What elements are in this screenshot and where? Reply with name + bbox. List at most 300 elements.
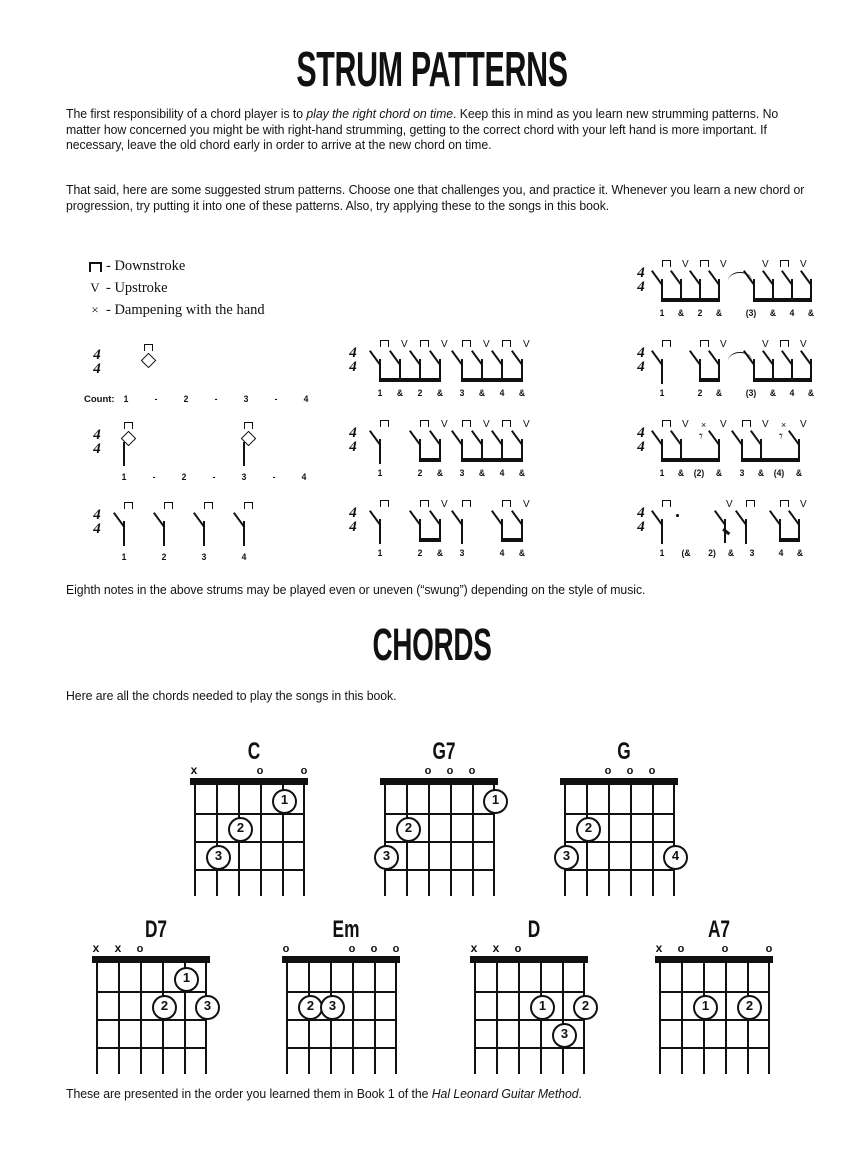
eighth-beam bbox=[379, 378, 441, 382]
footer-text-a: These are presented in the order you learned them in Book 1 of the bbox=[66, 1086, 432, 1101]
open-mark-string-5: o bbox=[677, 943, 685, 955]
upstroke-icon: V bbox=[726, 499, 733, 510]
eighth-note-note: Eighth notes in the above strums may be played even or uneven (“swung”) depending on the style of music. bbox=[66, 582, 646, 597]
note-stem bbox=[699, 279, 701, 300]
note-stem bbox=[243, 521, 245, 546]
note-stem bbox=[741, 439, 743, 460]
upstroke-icon: V bbox=[682, 259, 689, 270]
fretboard-grid bbox=[282, 956, 400, 1074]
note-stem bbox=[399, 359, 401, 380]
count-2: 2 bbox=[417, 548, 423, 559]
count-and-1: & bbox=[396, 388, 404, 399]
fret-1 bbox=[286, 991, 397, 993]
chord-name: A7 bbox=[707, 916, 731, 943]
eighth-beam bbox=[661, 458, 720, 462]
downstroke-icon bbox=[662, 340, 671, 347]
upstroke-icon: V bbox=[523, 499, 530, 510]
fret-2 bbox=[194, 841, 305, 843]
fret-1 bbox=[474, 991, 585, 993]
note-stem bbox=[461, 439, 463, 460]
finger-2: 2 bbox=[576, 817, 601, 842]
eighth-slash-note bbox=[461, 352, 474, 366]
note-stem bbox=[810, 279, 812, 300]
downstroke-icon bbox=[124, 422, 133, 429]
upstroke-icon: V bbox=[720, 339, 727, 350]
fret-1 bbox=[564, 813, 675, 815]
time-signature: 4 4 bbox=[349, 425, 357, 455]
count-and-2: & bbox=[436, 388, 444, 399]
intro-paragraph bbox=[66, 106, 810, 153]
notation bbox=[656, 498, 808, 548]
eighth-beam bbox=[501, 538, 523, 542]
note-stem bbox=[718, 359, 720, 380]
eighth-slash-note bbox=[724, 512, 737, 526]
count-4: 4 bbox=[241, 552, 247, 563]
upstroke-icon: V bbox=[441, 419, 448, 430]
count-and-4: & bbox=[518, 548, 526, 559]
notation bbox=[112, 340, 312, 388]
chord-name: Em bbox=[332, 916, 360, 943]
upstroke-icon: V bbox=[90, 280, 100, 295]
count-1: 1 bbox=[659, 468, 665, 479]
chord-name: C bbox=[247, 738, 261, 765]
nut bbox=[380, 778, 498, 785]
chord-diagram-A7 bbox=[655, 918, 783, 1078]
downstroke-icon bbox=[420, 340, 429, 347]
strum-pattern-1 bbox=[84, 340, 316, 405]
finger-1: 1 bbox=[483, 789, 508, 814]
time-signature: 4 4 bbox=[637, 265, 645, 295]
mute-mark-string-6: x bbox=[92, 941, 100, 955]
chords-heading: CHORDS bbox=[372, 619, 492, 670]
notation bbox=[112, 420, 312, 468]
count-4: 4 bbox=[778, 548, 784, 559]
augmentation-dot bbox=[676, 514, 679, 517]
count-4-damped: (4) bbox=[773, 468, 785, 479]
count-and-4: & bbox=[807, 388, 815, 399]
upstroke-icon: V bbox=[800, 259, 807, 270]
intro-text-a: The first responsibility of a chord player is to bbox=[66, 106, 307, 121]
nut bbox=[92, 956, 210, 963]
mute-mark-string-6: x bbox=[655, 941, 663, 955]
notation bbox=[656, 338, 808, 388]
open-mark-string-3: o bbox=[721, 943, 729, 955]
note-stem bbox=[760, 439, 762, 460]
count-and-2: & bbox=[715, 468, 723, 479]
downstroke-icon bbox=[380, 500, 389, 507]
count-4: 4 bbox=[301, 472, 307, 483]
note-stem bbox=[661, 279, 663, 300]
chord-diagram-C bbox=[190, 740, 318, 900]
downstroke-icon bbox=[204, 502, 213, 509]
upstroke-icon: V bbox=[523, 339, 530, 350]
chords-intro-paragraph: Here are all the chords needed to play the songs in this book. bbox=[66, 688, 397, 703]
downstroke-icon bbox=[420, 500, 429, 507]
downstroke-icon bbox=[780, 260, 789, 267]
footer-text-b: . bbox=[578, 1086, 582, 1101]
eighth-slash-note bbox=[399, 352, 412, 366]
intro-text-b: . Keep this in mind as you learn new strumming patterns. No matter how concerned you might be with right-hand strumming, getting to the correct chord with your left hand is more important. If necessary, leave the old chord early in order to arrive at the new chord on time. bbox=[66, 106, 779, 153]
note-stem bbox=[163, 521, 165, 546]
notation bbox=[656, 418, 808, 468]
finger-2: 2 bbox=[228, 817, 253, 842]
count-2: 2 bbox=[183, 394, 189, 405]
eighth-beam bbox=[741, 458, 800, 462]
note-stem bbox=[661, 439, 663, 460]
count-4: 4 bbox=[499, 388, 505, 399]
fretboard-grid bbox=[560, 778, 678, 896]
finger-3: 3 bbox=[374, 845, 399, 870]
note-stem bbox=[772, 359, 774, 380]
finger-3: 3 bbox=[554, 845, 579, 870]
finger-3: 3 bbox=[320, 995, 345, 1020]
mute-mark-string-5: x bbox=[114, 941, 122, 955]
count-and-1: & bbox=[677, 468, 685, 479]
time-signature: 4 4 bbox=[93, 347, 101, 377]
downstroke-icon bbox=[700, 260, 709, 267]
eighth-slash-note bbox=[798, 432, 811, 446]
fret-2 bbox=[286, 1019, 397, 1021]
notation bbox=[368, 418, 536, 468]
open-mute-marks bbox=[92, 940, 220, 954]
strum-pattern-8 bbox=[630, 338, 815, 400]
upstroke-icon: V bbox=[762, 259, 769, 270]
count-2: 2 bbox=[697, 308, 703, 319]
chord-diagram-D7 bbox=[92, 918, 220, 1078]
open-mark-string-6: o bbox=[282, 943, 290, 955]
count-and-4: & bbox=[518, 388, 526, 399]
finger-3: 3 bbox=[552, 1023, 577, 1048]
open-mark-string-4: o bbox=[136, 943, 144, 955]
note-stem bbox=[661, 359, 663, 384]
finger-3: 3 bbox=[195, 995, 220, 1020]
note-stem bbox=[419, 519, 421, 540]
note-stem bbox=[501, 439, 503, 460]
eighth-slash-note bbox=[419, 352, 432, 366]
chord-name: D bbox=[527, 916, 541, 943]
upstroke-icon: V bbox=[800, 499, 807, 510]
open-mark-string-3: o bbox=[446, 765, 454, 777]
count-3: 3 bbox=[241, 472, 247, 483]
quarter-slash-note bbox=[203, 514, 216, 528]
open-mark-string-2: o bbox=[468, 765, 476, 777]
note-stem bbox=[521, 519, 523, 540]
note-stem bbox=[439, 439, 441, 460]
upstroke-icon: V bbox=[762, 339, 769, 350]
note-stem bbox=[791, 279, 793, 300]
fret-3 bbox=[286, 1047, 397, 1049]
stroke-legend bbox=[84, 255, 265, 321]
downstroke-icon bbox=[662, 420, 671, 427]
count-3-tied: (3) bbox=[745, 388, 757, 399]
upstroke-icon: V bbox=[800, 339, 807, 350]
chord-name: G7 bbox=[432, 738, 456, 765]
finger-1: 1 bbox=[174, 967, 199, 992]
fret-1 bbox=[659, 991, 770, 993]
eighth-slash-note bbox=[481, 352, 494, 366]
downstroke-icon bbox=[502, 500, 511, 507]
legend-item-downstroke bbox=[84, 255, 265, 277]
eighth-slash-note bbox=[501, 352, 514, 366]
note-stem bbox=[379, 439, 381, 464]
eighth-beam bbox=[419, 538, 441, 542]
eighth-slash-note bbox=[461, 432, 474, 446]
count-and-2: & bbox=[727, 548, 735, 559]
eighth-beam bbox=[753, 378, 812, 382]
downstroke-icon bbox=[124, 502, 133, 509]
note-stem bbox=[718, 279, 720, 300]
upstroke-icon: V bbox=[401, 339, 408, 350]
open-mute-marks bbox=[380, 762, 508, 776]
strum-pattern-9 bbox=[630, 418, 807, 480]
note-stem bbox=[680, 279, 682, 300]
note-stem bbox=[791, 359, 793, 380]
count-dash-2: - bbox=[214, 394, 218, 405]
mute-mark-string-6: x bbox=[470, 941, 478, 955]
count-and-2: & bbox=[715, 388, 723, 399]
count-and-2: & bbox=[715, 308, 723, 319]
note-stem bbox=[521, 359, 523, 380]
downstroke-icon bbox=[380, 420, 389, 427]
fretboard-grid bbox=[655, 956, 773, 1074]
fretboard-grid bbox=[380, 778, 498, 896]
upstroke-icon: V bbox=[800, 419, 807, 430]
count-1: 1 bbox=[123, 394, 129, 405]
fret-3 bbox=[194, 869, 305, 871]
quarter-slash-note bbox=[379, 432, 392, 446]
count-3-tied: (3) bbox=[745, 308, 757, 319]
finger-4: 4 bbox=[663, 845, 688, 870]
count-3: 3 bbox=[459, 468, 465, 479]
eighth-slash-note bbox=[481, 432, 494, 446]
downstroke-icon bbox=[144, 344, 153, 351]
legend-label-downstroke: - Downstroke bbox=[106, 257, 186, 274]
count-2: 2 bbox=[697, 388, 703, 399]
finger-1: 1 bbox=[530, 995, 555, 1020]
quarter-slash-note bbox=[123, 514, 136, 528]
dampening-x-icon: × bbox=[91, 302, 99, 317]
time-signature: 4 4 bbox=[637, 505, 645, 535]
downstroke-icon bbox=[780, 340, 789, 347]
eighth-slash-note bbox=[810, 272, 823, 286]
chord-diagram-D bbox=[470, 918, 598, 1078]
downstroke-icon bbox=[244, 502, 253, 509]
open-mark-string-4: o bbox=[514, 943, 522, 955]
downstroke-icon bbox=[462, 500, 471, 507]
note-stem bbox=[745, 519, 747, 544]
mute-mark-string-5: x bbox=[492, 941, 500, 955]
note-stem bbox=[419, 359, 421, 380]
eighth-slash-note bbox=[439, 352, 452, 366]
legend-label-upstroke: - Upstroke bbox=[106, 279, 168, 296]
finger-3: 3 bbox=[206, 845, 231, 870]
downstroke-icon bbox=[164, 502, 173, 509]
nut bbox=[560, 778, 678, 785]
eighth-slash-note bbox=[501, 432, 514, 446]
downstroke-icon bbox=[662, 260, 671, 267]
suggested-patterns-paragraph: That said, here are some suggested strum patterns. Choose one that challenges you, and practice it. Whenever you learn a new chord or progression, try putting it into one of these patterns. Also, try applying these to the songs in this book. bbox=[66, 182, 805, 213]
strum-pattern-2 bbox=[86, 420, 316, 483]
fret-2 bbox=[96, 1019, 207, 1021]
note-stem bbox=[501, 519, 503, 540]
count-and-1: & bbox=[677, 308, 685, 319]
eighth-slash-note bbox=[501, 512, 514, 526]
fret-2 bbox=[564, 841, 675, 843]
note-stem bbox=[680, 439, 682, 460]
count-and-3: & bbox=[478, 468, 486, 479]
dotted-quarter-slash-note bbox=[661, 512, 674, 526]
chord-name: G bbox=[617, 738, 631, 765]
count-and-1-paren: (& bbox=[681, 548, 691, 559]
open-mark-string-2: o bbox=[370, 943, 378, 955]
nut bbox=[470, 956, 588, 963]
open-mute-marks bbox=[470, 940, 598, 954]
strum-pattern-10 bbox=[630, 498, 807, 560]
notation bbox=[368, 338, 536, 388]
time-signature: 4 4 bbox=[93, 427, 101, 457]
open-mute-marks bbox=[190, 762, 318, 776]
chord-diagram-G7 bbox=[380, 740, 508, 900]
count-dash-3: - bbox=[274, 394, 278, 405]
downstroke-icon bbox=[84, 258, 106, 274]
count-and-4: & bbox=[795, 468, 803, 479]
eighth-beam bbox=[753, 298, 812, 302]
count-and-3: & bbox=[769, 308, 777, 319]
chord-diagram-Em bbox=[282, 918, 410, 1078]
fret-1 bbox=[384, 813, 495, 815]
count-1: 1 bbox=[659, 388, 665, 399]
open-mark-string-3: o bbox=[348, 943, 356, 955]
note-stem bbox=[439, 519, 441, 540]
eighth-beam bbox=[779, 538, 800, 542]
note-stem bbox=[798, 439, 800, 460]
count-label: Count: bbox=[84, 394, 115, 405]
downstroke-icon bbox=[502, 420, 511, 427]
count-4: 4 bbox=[499, 468, 505, 479]
count-4: 4 bbox=[789, 388, 795, 399]
eighth-slash-note bbox=[419, 432, 432, 446]
upstroke-icon: V bbox=[483, 339, 490, 350]
note-stem bbox=[779, 519, 781, 540]
open-mark-string-3: o bbox=[256, 765, 264, 777]
eighth-rest: 𝄾 bbox=[699, 429, 703, 445]
dampening-x-icon: × bbox=[781, 420, 787, 430]
count-2: 2 bbox=[161, 552, 167, 563]
count-2: 2 bbox=[181, 472, 187, 483]
upstroke-icon: V bbox=[441, 499, 448, 510]
strum-pattern-5 bbox=[342, 418, 532, 480]
note-stem bbox=[661, 519, 663, 544]
strum-pattern-6 bbox=[342, 498, 532, 560]
open-mark-string-4: o bbox=[424, 765, 432, 777]
quarter-slash-note bbox=[661, 352, 674, 366]
note-stem bbox=[419, 439, 421, 460]
footer-paragraph bbox=[66, 1086, 810, 1102]
fret-3 bbox=[96, 1047, 207, 1049]
count-and-4: & bbox=[796, 548, 804, 559]
note-stem bbox=[461, 519, 463, 544]
count-and-2: & bbox=[436, 548, 444, 559]
count-and-4: & bbox=[807, 308, 815, 319]
note-stem bbox=[798, 519, 800, 540]
quarter-slash-note bbox=[745, 512, 758, 526]
downstroke-icon bbox=[780, 500, 789, 507]
downstroke-icon bbox=[742, 420, 751, 427]
eighth-beam bbox=[661, 298, 720, 302]
mute-mark-string-6: x bbox=[190, 763, 198, 777]
count-and-4: & bbox=[518, 468, 526, 479]
count-2-paren: 2) bbox=[708, 548, 716, 559]
count-2-damped: (2) bbox=[693, 468, 705, 479]
upstroke-icon: V bbox=[441, 339, 448, 350]
legend-label-dampening: - Dampening with the hand bbox=[106, 301, 265, 318]
note-stem bbox=[461, 359, 463, 380]
count-1: 1 bbox=[377, 388, 383, 399]
count-3: 3 bbox=[739, 468, 745, 479]
downstroke-icon bbox=[244, 422, 253, 429]
open-mark-string-1: o bbox=[765, 943, 773, 955]
strum-pattern-7 bbox=[630, 258, 815, 320]
time-signature: 4 4 bbox=[93, 507, 101, 537]
downstroke-icon bbox=[700, 340, 709, 347]
quarter-slash-note bbox=[461, 512, 474, 526]
downstroke-icon bbox=[746, 500, 755, 507]
count-2: 2 bbox=[417, 468, 423, 479]
count-3: 3 bbox=[459, 388, 465, 399]
note-stem bbox=[481, 359, 483, 380]
notation bbox=[112, 500, 312, 548]
nut bbox=[655, 956, 773, 963]
nut bbox=[282, 956, 400, 963]
count-3: 3 bbox=[459, 548, 465, 559]
fret-3 bbox=[384, 869, 495, 871]
notation bbox=[656, 258, 808, 308]
eighth-slash-note bbox=[439, 432, 452, 446]
count-dash-1: - bbox=[154, 394, 158, 405]
finger-2: 2 bbox=[152, 995, 177, 1020]
legend-item-upstroke bbox=[84, 277, 265, 299]
count-4: 4 bbox=[303, 394, 309, 405]
upstroke-icon: V bbox=[682, 419, 689, 430]
count-dash-1: - bbox=[152, 472, 156, 483]
nut bbox=[190, 778, 308, 785]
notation bbox=[368, 498, 536, 548]
time-signature: 4 4 bbox=[349, 505, 357, 535]
eighth-slash-note bbox=[521, 512, 534, 526]
count-4: 4 bbox=[789, 308, 795, 319]
note-stem bbox=[439, 359, 441, 380]
note-stem bbox=[699, 359, 701, 380]
time-signature: 4 4 bbox=[349, 345, 357, 375]
fretboard-grid bbox=[470, 956, 588, 1074]
fret-2 bbox=[384, 841, 495, 843]
open-mute-marks bbox=[282, 940, 410, 954]
eighth-slash-note bbox=[521, 352, 534, 366]
note-stem bbox=[810, 359, 812, 380]
finger-2: 2 bbox=[396, 817, 421, 842]
count-3: 3 bbox=[201, 552, 207, 563]
upstroke-icon: V bbox=[483, 419, 490, 430]
count-1: 1 bbox=[121, 472, 127, 483]
count-1: 1 bbox=[121, 552, 127, 563]
note-stem bbox=[753, 279, 755, 300]
quarter-slash-note bbox=[163, 514, 176, 528]
downstroke-icon bbox=[380, 340, 389, 347]
chord-name: D7 bbox=[144, 916, 168, 943]
count-4: 4 bbox=[499, 548, 505, 559]
count-dash-2: - bbox=[212, 472, 216, 483]
eighth-slash-note bbox=[760, 432, 773, 446]
